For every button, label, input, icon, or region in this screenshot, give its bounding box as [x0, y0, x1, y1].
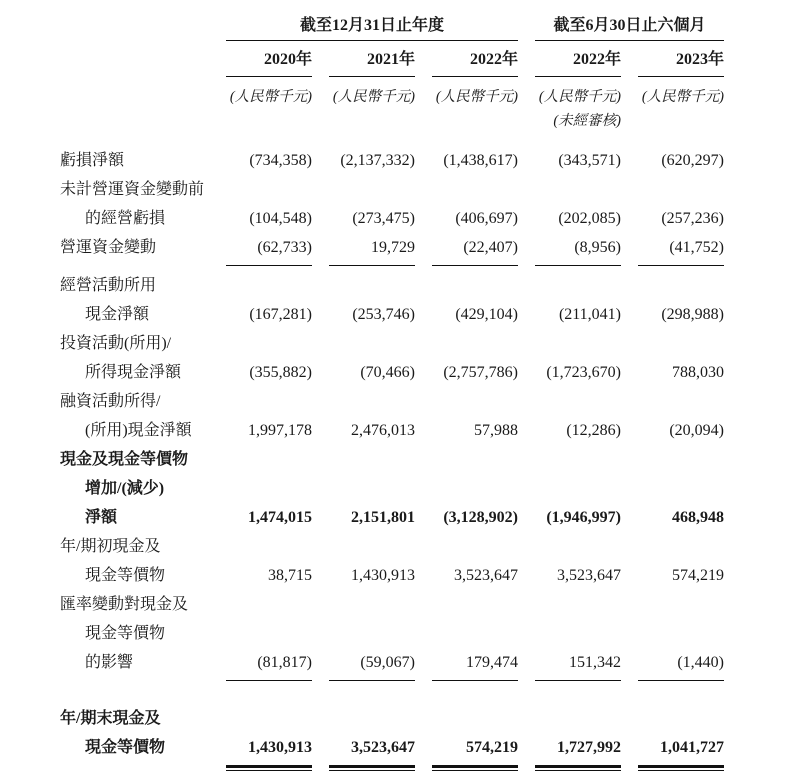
cell-value: (620,297): [661, 152, 724, 169]
row-label: 營運資金變動: [60, 239, 157, 256]
unit-note: (人民幣千元): [332, 89, 415, 105]
value-cell: [415, 300, 518, 329]
value-cell: [621, 233, 724, 266]
unit-note: (人民幣千元): [435, 89, 518, 105]
cell-value: (62,733): [257, 239, 312, 256]
cell-value: (41,752): [669, 239, 724, 256]
cell-value: 3,523,647: [557, 567, 621, 584]
value-cell: [415, 503, 518, 532]
table-row: [60, 387, 792, 416]
cell-value: 3,523,647: [454, 567, 518, 584]
table-row: [60, 561, 792, 590]
table-row: [60, 532, 792, 561]
value-cell: [415, 204, 518, 233]
cash-flow-table-body: [60, 146, 792, 762]
cell-value: (211,041): [558, 306, 621, 323]
value-cell: [209, 233, 312, 266]
value-cell: [415, 648, 518, 681]
table-row: [60, 300, 792, 329]
value-cell: [209, 648, 312, 681]
year-header-row: [60, 50, 792, 77]
unit-note: (人民幣千元): [538, 89, 621, 105]
year-column-2020: 2020年: [209, 50, 312, 77]
group-interim-title: 截至6月30日止六個月: [535, 16, 724, 41]
cell-value: (20,094): [669, 422, 724, 439]
row-label: (所用)現金淨額: [85, 422, 192, 439]
cell-value: 468,948: [672, 509, 724, 526]
cell-value: (273,475): [352, 210, 415, 227]
value-cell: [621, 146, 724, 175]
value-cell: [621, 300, 724, 329]
currency-unit-row: [60, 85, 792, 109]
table-row: [60, 146, 792, 175]
cell-value: (81,817): [257, 654, 312, 671]
table-row: [60, 233, 792, 262]
table-row: [60, 704, 792, 733]
cell-value: 3,523,647: [351, 739, 415, 756]
year-column-2022-interim: 2022年: [518, 50, 621, 77]
table-row: [60, 619, 792, 648]
cell-value: 1,997,178: [248, 422, 312, 439]
cell-value: (257,236): [661, 210, 724, 227]
value-cell: [312, 358, 415, 387]
unit-note: (人民幣千元): [229, 89, 312, 105]
cell-value: (1,440): [677, 654, 724, 671]
cell-value: 788,030: [672, 364, 724, 381]
row-label: 現金淨額: [85, 306, 150, 323]
cell-value: (70,466): [360, 364, 415, 381]
row-label: 年/期初現金及: [60, 538, 161, 555]
cell-value: (202,085): [558, 210, 621, 227]
cell-value: 19,729: [371, 239, 415, 256]
value-cell: [209, 358, 312, 387]
row-label: 年/期末現金及: [60, 710, 161, 727]
cell-value: (429,104): [455, 306, 518, 323]
year-column-2023-interim: 2023年: [621, 50, 724, 77]
row-label: 融資活動所得/: [60, 393, 161, 410]
row-label: 未計營運資金變動前: [60, 181, 205, 198]
year-column-2021: 2021年: [312, 50, 415, 77]
row-label: 現金等價物: [85, 739, 166, 756]
cell-value: (167,281): [249, 306, 312, 323]
row-spacer: [60, 686, 792, 704]
value-cell: [621, 648, 724, 681]
value-cell: [209, 733, 312, 768]
cell-value: 38,715: [268, 567, 312, 584]
value-cell: [312, 300, 415, 329]
value-cell: [209, 146, 312, 175]
table-row: [60, 204, 792, 233]
value-cell: [209, 503, 312, 532]
cell-value: 1,041,727: [660, 739, 724, 756]
cell-value: 2,151,801: [351, 509, 415, 526]
row-label: 虧損淨額: [60, 152, 125, 169]
value-cell: [621, 416, 724, 445]
cell-value: 179,474: [466, 654, 518, 671]
group-interim-period: [518, 16, 724, 41]
value-cell: [415, 233, 518, 266]
value-cell: [415, 416, 518, 445]
value-cell: [518, 561, 621, 590]
cell-value: (104,548): [249, 210, 312, 227]
value-cell: [518, 233, 621, 266]
unaudited-note: (未經審核): [553, 113, 621, 129]
cell-value: 1,430,913: [351, 567, 415, 584]
cell-value: (12,286): [566, 422, 621, 439]
cell-value: (59,067): [360, 654, 415, 671]
cell-value: (343,571): [558, 152, 621, 169]
table-row: [60, 358, 792, 387]
table-row: [60, 503, 792, 532]
table-row: [60, 733, 792, 762]
row-label: 的影響: [85, 654, 134, 671]
cell-value: 1,727,992: [557, 739, 621, 756]
unit-note: (人民幣千元): [641, 89, 724, 105]
cell-value: 1,474,015: [248, 509, 312, 526]
value-cell: [312, 733, 415, 768]
value-cell: [518, 358, 621, 387]
table-row: [60, 445, 792, 474]
group-annual-period: [209, 16, 518, 41]
row-label: 經營活動所用: [60, 277, 157, 294]
value-cell: [518, 733, 621, 768]
value-cell: [518, 300, 621, 329]
table-row: [60, 648, 792, 677]
value-cell: [621, 358, 724, 387]
cell-value: (22,407): [463, 239, 518, 256]
row-label: 增加/(減少): [85, 480, 165, 497]
cell-value: (298,988): [661, 306, 724, 323]
value-cell: [209, 416, 312, 445]
row-label: 匯率變動對現金及: [60, 596, 189, 613]
value-cell: [312, 648, 415, 681]
value-cell: [312, 561, 415, 590]
cell-value: (8,956): [574, 239, 621, 256]
group-annual-title: 截至12月31日止年度: [226, 16, 518, 41]
value-cell: [518, 146, 621, 175]
table-row: [60, 329, 792, 358]
row-label: 現金等價物: [85, 625, 166, 642]
cell-value: 151,342: [569, 654, 621, 671]
value-cell: [415, 146, 518, 175]
value-cell: [518, 204, 621, 233]
value-cell: [312, 146, 415, 175]
row-label: 的經營虧損: [85, 210, 166, 227]
value-cell: [518, 648, 621, 681]
value-cell: [621, 503, 724, 532]
cell-value: (734,358): [249, 152, 312, 169]
cell-value: (355,882): [249, 364, 312, 381]
cell-value: (3,128,902): [443, 509, 518, 526]
value-cell: [209, 300, 312, 329]
period-group-header-row: [60, 16, 792, 41]
unaudited-note-row: [60, 109, 792, 133]
table-row: [60, 271, 792, 300]
value-cell: [312, 416, 415, 445]
cell-value: 57,988: [474, 422, 518, 439]
table-row: [60, 474, 792, 503]
value-cell: [518, 503, 621, 532]
row-label: 現金等價物: [85, 567, 166, 584]
table-row: [60, 175, 792, 204]
row-label: 現金及現金等價物: [60, 451, 189, 468]
year-column-2022: 2022年: [415, 50, 518, 77]
table-row: [60, 590, 792, 619]
cell-value: (1,946,997): [546, 509, 621, 526]
cell-value: (1,438,617): [443, 152, 518, 169]
cell-value: 574,219: [466, 739, 518, 756]
cell-value: 1,430,913: [248, 739, 312, 756]
cell-value: 574,219: [672, 567, 724, 584]
row-label: 淨額: [85, 509, 118, 526]
value-cell: [621, 733, 724, 768]
value-cell: [312, 233, 415, 266]
value-cell: [209, 561, 312, 590]
value-cell: [621, 561, 724, 590]
cell-value: (253,746): [352, 306, 415, 323]
value-cell: [415, 561, 518, 590]
value-cell: [415, 733, 518, 768]
cell-value: (2,137,332): [340, 152, 415, 169]
cell-value: (1,723,670): [546, 364, 621, 381]
value-cell: [209, 204, 312, 233]
value-cell: [415, 358, 518, 387]
value-cell: [312, 503, 415, 532]
value-cell: [312, 204, 415, 233]
value-cell: [518, 416, 621, 445]
cell-value: (406,697): [455, 210, 518, 227]
row-label: 所得現金淨額: [85, 364, 182, 381]
cell-value: (2,757,786): [443, 364, 518, 381]
table-row: [60, 416, 792, 445]
cell-value: 2,476,013: [351, 422, 415, 439]
row-label: 投資活動(所用)/: [60, 335, 172, 352]
value-cell: [621, 204, 724, 233]
